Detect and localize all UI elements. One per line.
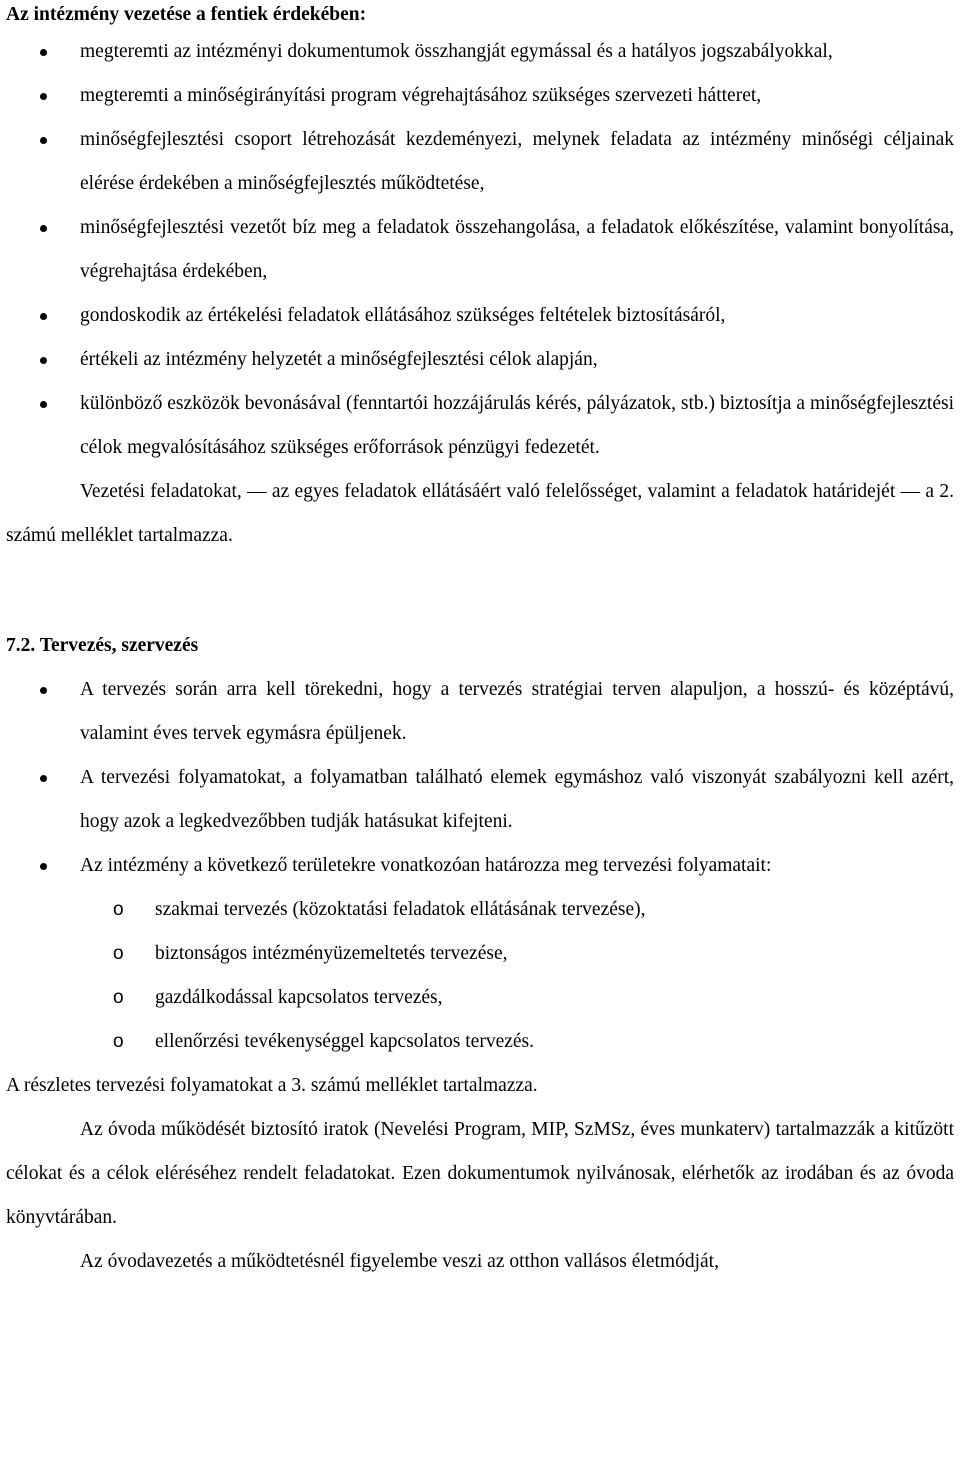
sub-list-item: o szakmai tervezés (közoktatási feladatok ellátásának tervezése), — [6, 888, 954, 932]
section-heading: Az intézmény vezetése a fentiek érdekében: — [6, 4, 367, 25]
sub-list-item: o gazdálkodással kapcsolatos tervezés, — [6, 976, 954, 1020]
paragraph-religious: Az óvodavezetés a működtetésnél figyelembe veszi az otthon vallásos életmódját, — [80, 1251, 719, 1272]
section-title: 7.2. Tervezés, szervezés — [6, 635, 199, 656]
paragraph-documents: Az óvoda működését biztosító iratok (Nevelési Program, MIP, SzMSz, éves munkaterv) tartalmazzák a kitűzött célokat és a célok eléréséhez rendelt feladatokat. Ezen dokumentumok nyilvánosak, elérhetők az irodában és az óvoda könyvtárában. — [6, 1119, 954, 1228]
leadership-duties-list — [6, 30, 954, 470]
paragraph-annex: A részletes tervezési folyamatokat a 3. számú melléklet tartalmazza. — [6, 1075, 538, 1096]
planning-areas-sublist — [6, 888, 954, 1064]
list-item: megteremti a minőségirányítási program végrehajtásához szükséges szervezeti hátteret, — [6, 74, 954, 118]
list-item: különböző eszközök bevonásával (fenntartói hozzájárulás kérés, pályázatok, stb.) biztosítja a minőségfejlesztési célok megvalósításához szükséges erőforrások pénzügyi fedezetét. — [6, 382, 954, 470]
document-page — [6, 0, 954, 1284]
closing-paragraph: Vezetési feladatokat, ― az egyes feladatok ellátásáért való felelősséget, valamint a feladatok határidejét ― a 2. számú melléklet tartalmazza. — [6, 481, 954, 546]
sub-list-item: o ellenőrzési tevékenységgel kapcsolatos tervezés. — [6, 1020, 954, 1064]
list-item: értékeli az intézmény helyzetét a minőségfejlesztési célok alapján, — [6, 338, 954, 382]
list-item: A tervezési folyamatokat, a folyamatban található elemek egymáshoz való viszonyát szabályozni kell azért, hogy azok a legkedvezőbben tudják hatásukat kifejteni. — [6, 756, 954, 844]
list-item: minőségfejlesztési csoport létrehozását kezdeményezi, melynek feladata az intézmény minőségi céljainak elérése érdekében a minőségfejlesztés működtetése, — [6, 118, 954, 206]
spacer — [6, 558, 954, 624]
list-item: megteremti az intézményi dokumentumok összhangját egymással és a hatályos jogszabályokkal, — [6, 30, 954, 74]
list-item: minőségfejlesztési vezetőt bíz meg a feladatok összehangolása, a feladatok előkészítése, valamint bonyolítása, végrehajtása érdekében, — [6, 206, 954, 294]
list-item: A tervezés során arra kell törekedni, hogy a tervezés stratégiai terven alapuljon, a hosszú- és középtávú, valamint éves tervek egymásra épüljenek. — [6, 668, 954, 756]
list-item: Az intézmény a következő területekre vonatkozóan határozza meg tervezési folyamatait: — [6, 844, 954, 888]
planning-list — [6, 668, 954, 888]
list-item: gondoskodik az értékelési feladatok ellátásához szükséges feltételek biztosításáról, — [6, 294, 954, 338]
sub-list-item: o biztonságos intézményüzemeltetés tervezése, — [6, 932, 954, 976]
